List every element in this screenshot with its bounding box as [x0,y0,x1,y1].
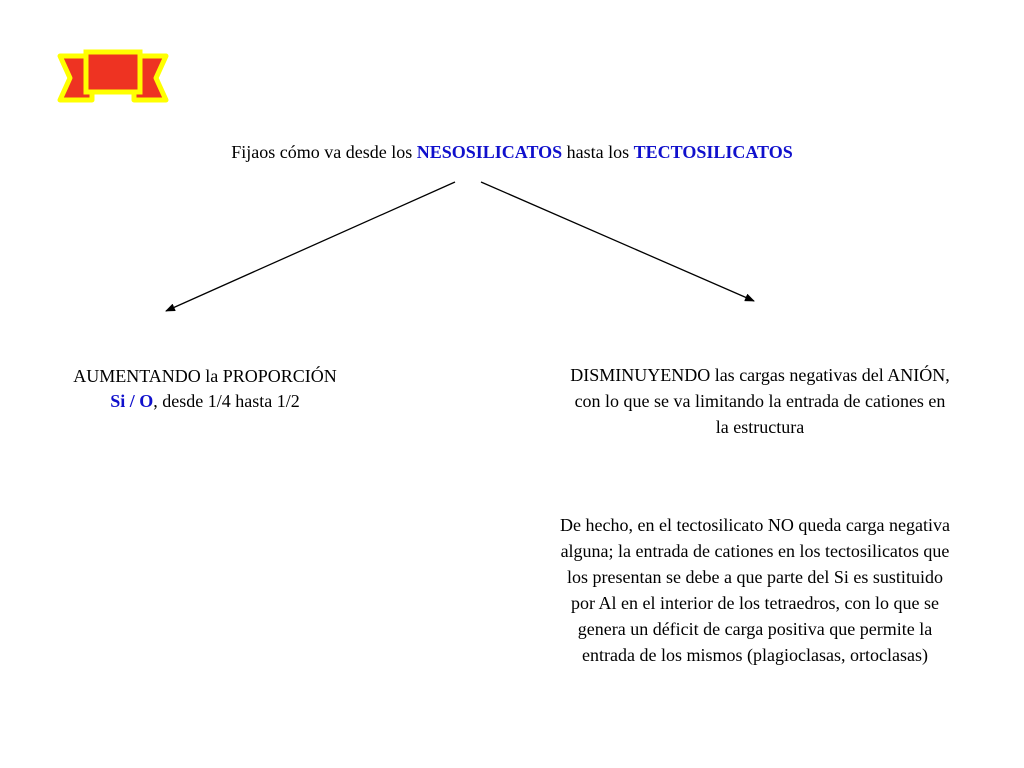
left-branch-line1: AUMENTANDO la PROPORCIÓN [73,366,337,386]
page-title [0,142,1024,163]
arrow-left [166,182,455,311]
keyword-nesosilicatos: NESOSILICATOS [416,142,563,162]
right-branch-text: DISMINUYENDO las cargas negativas del ANIÓN, con lo que se va limitando la entrada de cationes en la estructura [570,365,950,437]
left-branch-line2: , desde 1/4 hasta 1/2 [153,391,300,411]
ribbon-banner-icon [56,48,170,110]
right-note-text: De hecho, en el tectosilicato NO queda carga negativa alguna; la entrada de cationes en los tectosilicatos que los presentan se debe a que parte del Si es sustituido por Al en el interior de los tetraedros, con lo que se genera un déficit de carga positiva que permite la entrada de los mismos (plagioclasas, ortoclasas) [560,515,950,665]
keyword-si-o: Si / O [110,391,154,411]
left-branch-text [30,364,380,414]
title-text-2: hasta los [562,142,634,162]
title-text-1: Fijaos cómo va desde los [231,142,417,162]
arrow-right [481,182,754,301]
keyword-tectosilicatos: TECTOSILICATOS [633,142,793,162]
